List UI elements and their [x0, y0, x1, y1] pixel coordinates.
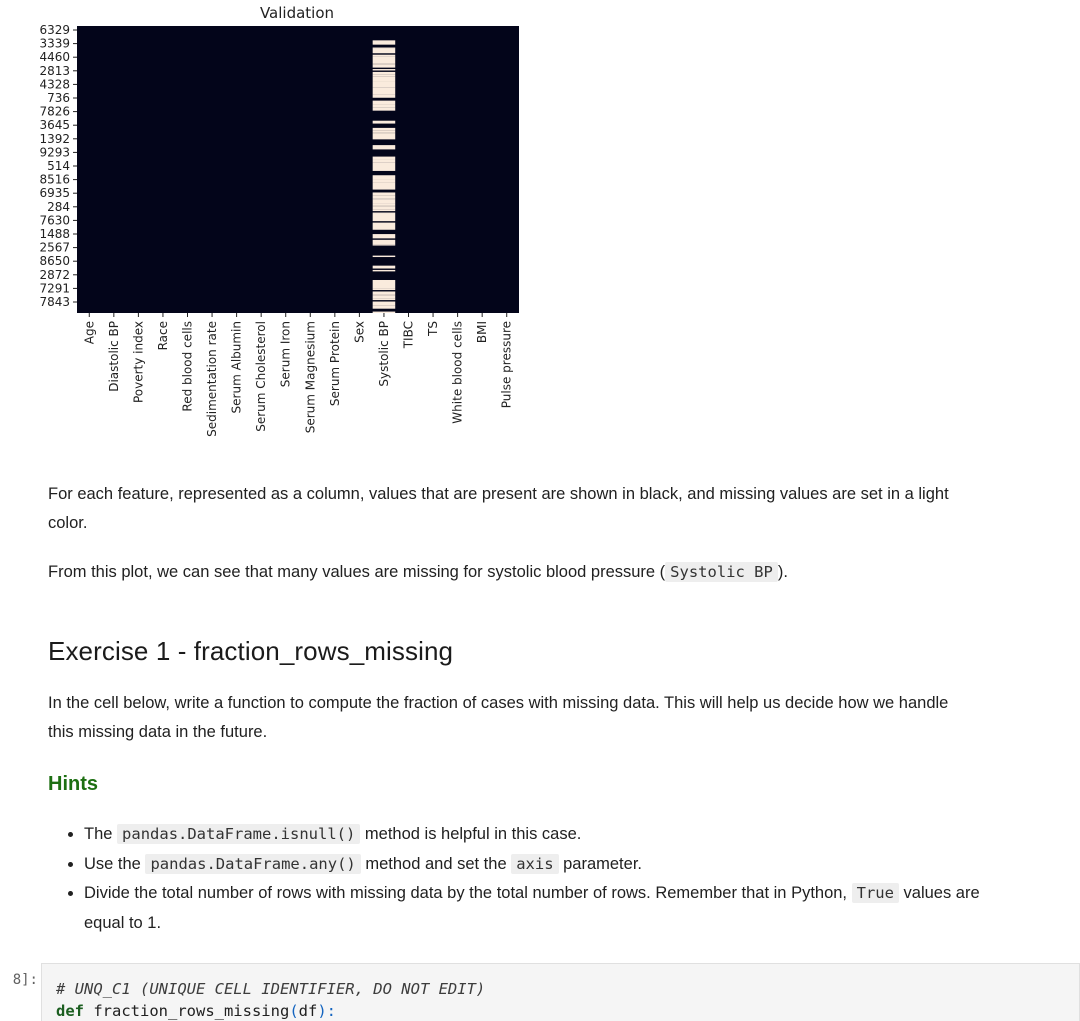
missing-value-cell	[373, 312, 396, 313]
chart-title: Validation	[259, 4, 335, 22]
y-tick-label: 1488	[39, 227, 70, 241]
y-tick-label: 514	[47, 159, 70, 173]
y-tick-label: 2813	[39, 63, 70, 78]
missing-value-cell	[373, 299, 396, 300]
missing-value-cell	[373, 48, 396, 49]
y-tick-label: 7630	[39, 213, 70, 228]
paragraph-line: For each feature, represented as a column, values that are present are shown in black, and missing values are set in a light	[48, 485, 949, 503]
heatmap-background	[77, 26, 519, 313]
hint-text: values are	[898, 884, 980, 902]
missing-value-cell	[373, 180, 396, 183]
y-tick-label: 9293	[39, 145, 70, 160]
missing-value-cell	[373, 306, 396, 309]
y-tick-label: 8650	[39, 254, 70, 269]
y-tick-label: 4328	[39, 77, 70, 92]
missing-value-cell	[373, 280, 396, 289]
inline-code: axis	[511, 854, 558, 874]
code-punctuation: (	[289, 1002, 299, 1020]
hint-text: Use the	[84, 854, 146, 873]
missing-value-cell	[373, 145, 396, 149]
missing-value-cell	[373, 82, 396, 88]
paragraph-text: ).	[777, 563, 788, 581]
missing-value-cell	[373, 72, 396, 75]
code-text[interactable]	[42, 964, 1079, 1021]
x-tick-label: White blood cells	[450, 320, 465, 424]
missing-value-cell	[373, 223, 396, 230]
missing-values-heatmap	[0, 0, 540, 460]
paragraph-line: this missing data in the future.	[48, 723, 268, 741]
missing-value-cell	[373, 182, 396, 189]
y-tick-label: 7843	[39, 295, 70, 309]
missing-value-cell	[373, 256, 396, 257]
x-tick-label: Systolic BP	[376, 321, 391, 387]
markdown-cell-description	[48, 480, 1080, 538]
x-tick-label: Diastolic BP	[106, 321, 121, 392]
y-tick-label: 2567	[39, 240, 70, 255]
y-tick-label: 6329	[39, 23, 70, 37]
missing-value-cell	[373, 134, 396, 140]
y-tick-label: 6935	[39, 186, 70, 201]
markdown-cell-observation	[48, 558, 1080, 587]
missing-value-cell	[373, 302, 396, 306]
x-tick-label: Serum Cholesterol	[254, 321, 269, 432]
x-tick-label: Sex	[352, 321, 367, 343]
y-tick-label: 7291	[39, 281, 70, 296]
y-tick-label: 1392	[39, 131, 70, 146]
missing-value-cell	[373, 56, 396, 63]
missing-value-cell	[373, 192, 396, 195]
missing-value-cell	[373, 195, 396, 198]
missing-value-cell	[373, 65, 396, 68]
missing-value-cell	[373, 162, 396, 171]
missing-value-cell	[373, 76, 396, 82]
y-tick-label: 284	[47, 199, 70, 214]
paragraph-line: In the cell below, write a function to compute the fraction of cases with missing data. This will help us decide how we handle	[48, 694, 949, 712]
missing-value-cell	[373, 213, 396, 214]
missing-value-cell	[373, 200, 396, 204]
missing-value-cell	[373, 88, 396, 95]
inline-code: True	[852, 883, 899, 903]
missing-value-cell	[373, 240, 396, 244]
missing-value-cell	[373, 289, 396, 290]
x-tick-label: Serum Albumin	[229, 321, 244, 414]
missing-value-cell	[373, 49, 396, 53]
paragraph-line: color.	[48, 514, 88, 532]
x-tick-label: Age	[82, 321, 97, 345]
missing-value-cell	[373, 204, 396, 205]
x-tick-label: Race	[155, 321, 170, 351]
x-tick-label: Red blood cells	[180, 321, 195, 412]
code-punctuation: ):	[317, 1002, 336, 1020]
missing-value-cell	[373, 101, 396, 105]
missing-value-cell	[373, 210, 396, 211]
code-function-name: fraction_rows_missing	[84, 1002, 290, 1020]
missing-value-cell	[373, 132, 396, 133]
x-tick-label: Poverty index	[131, 321, 146, 404]
hint-text-continued: equal to 1.	[84, 913, 162, 932]
missing-value-cell	[373, 105, 396, 108]
missing-value-cell	[373, 131, 396, 132]
inline-code: pandas.DataFrame.any()	[145, 854, 360, 874]
missing-value-cell	[373, 63, 396, 64]
y-tick-label: 3645	[39, 118, 70, 133]
missing-value-cell	[373, 128, 396, 131]
hint-item	[84, 820, 1080, 850]
code-comment: # UNQ_C1 (UNIQUE CELL IDENTIFIER, DO NOT EDIT)	[56, 980, 486, 998]
hints-list	[48, 820, 1080, 938]
paragraph-text: From this plot, we can see that many values are missing for systolic blood pressure (	[48, 563, 666, 581]
missing-value-cell	[373, 159, 396, 162]
cell-execution-count: 8]:	[12, 972, 38, 988]
hint-text: method is helpful in this case.	[360, 825, 582, 843]
missing-value-cell	[373, 296, 396, 299]
x-tick-label: Serum Magnesium	[303, 321, 318, 434]
y-tick-label: 2872	[39, 267, 70, 282]
missing-value-cell	[373, 270, 396, 271]
inline-code: pandas.DataFrame.isnull()	[117, 824, 360, 844]
x-tick-label: Pulse pressure	[499, 321, 514, 409]
missing-value-cell	[373, 207, 396, 210]
x-tick-label: Sedimentation rate	[205, 321, 220, 437]
missing-value-cell	[373, 291, 396, 294]
missing-value-cell	[373, 175, 396, 179]
missing-value-cell	[373, 121, 396, 124]
missing-value-cell	[373, 75, 396, 76]
inline-code: Systolic BP	[665, 562, 778, 582]
code-keyword: def	[56, 1002, 84, 1020]
missing-value-cell	[373, 157, 396, 160]
missing-value-cell	[373, 205, 396, 206]
y-tick-label: 736	[47, 91, 70, 105]
missing-value-cell	[373, 69, 396, 70]
x-tick-label: Serum Protein	[327, 321, 342, 407]
y-tick-label: 4460	[39, 50, 70, 65]
hints-heading: Hints	[48, 773, 98, 795]
exercise-description	[48, 689, 1080, 747]
hint-item	[84, 850, 1080, 880]
paragraph	[48, 558, 1080, 587]
y-tick-label: 8516	[39, 172, 70, 187]
missing-value-cell	[373, 40, 396, 44]
hint-text: The	[84, 825, 118, 843]
missing-value-cell	[373, 294, 396, 295]
missing-value-cell	[373, 266, 396, 269]
code-argument: df	[298, 1002, 318, 1020]
x-tick-label: TIBC	[401, 321, 416, 349]
hint-item	[84, 879, 1080, 938]
missing-value-cell	[373, 108, 396, 111]
y-tick-label: 7826	[39, 104, 70, 119]
hint-text: Divide the total number of rows with missing data by the total number of rows. Remember that in Python,	[84, 884, 852, 902]
x-tick-label: Serum Iron	[278, 321, 293, 388]
missing-value-cell	[373, 244, 396, 245]
hint-text: parameter.	[558, 854, 642, 873]
x-tick-label: BMI	[475, 321, 490, 344]
missing-value-cell	[373, 214, 396, 221]
x-tick-label: TS	[426, 321, 441, 336]
exercise-heading: Exercise 1 - fraction_rows_missing	[48, 636, 454, 666]
missing-value-cell	[373, 95, 396, 98]
missing-value-cell	[373, 198, 396, 199]
code-cell-editor[interactable]	[41, 963, 1080, 1021]
missing-value-cell	[373, 55, 396, 56]
hint-text: method and set the	[360, 854, 512, 873]
y-tick-label: 3339	[39, 36, 70, 51]
missing-value-cell	[373, 234, 396, 238]
